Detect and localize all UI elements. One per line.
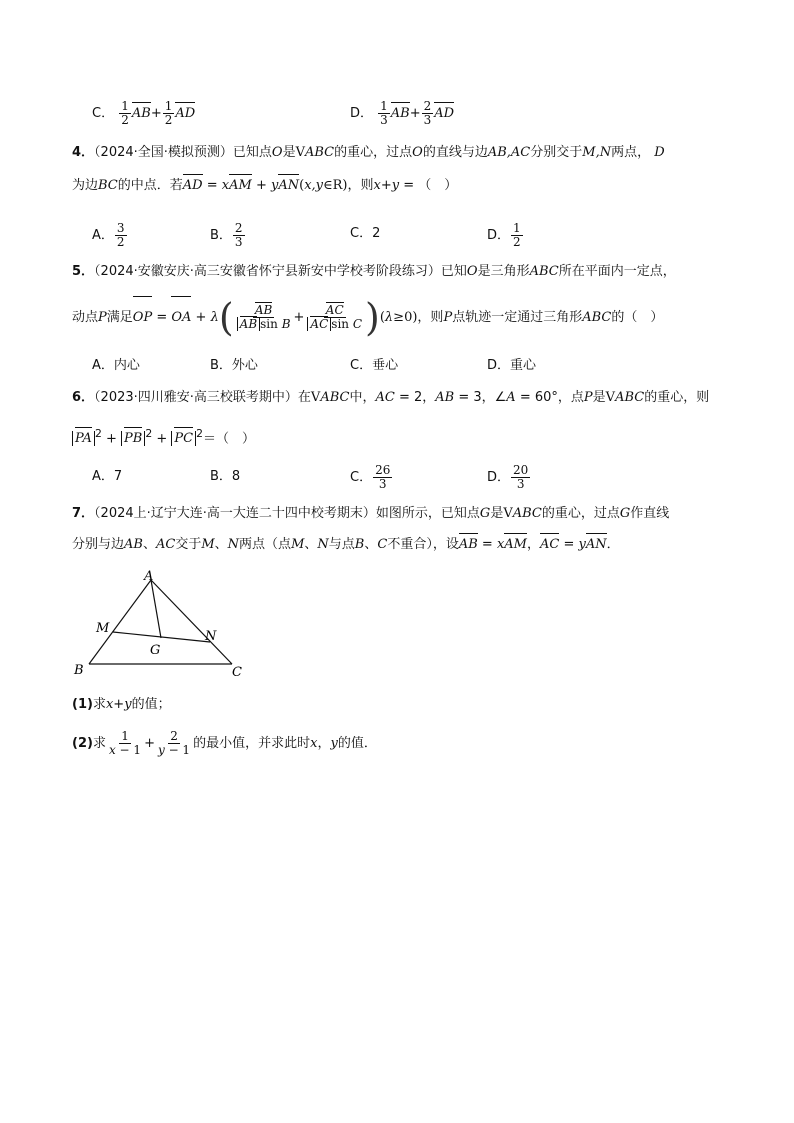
q3-option-d[interactable]: D． $\frac{1}{3}$ AB+ $\frac{2}{3}$ AD [350,99,455,127]
q7-part-1: (1)求x+y的值； [72,697,171,712]
q4-option-a[interactable]: A． $\frac{3}{2}$ [92,221,125,249]
q6-option-a[interactable]: A．7 [92,469,123,484]
q4-line-1: 4．（2024·全国·模拟预测）已知点O是VABC的重心，过点O的直线与边AB,AC分别交于M,N两点， D [72,145,665,160]
q6-option-c[interactable]: C． $\frac{26}{3}$ [350,463,391,491]
q7-line-1: 7．（2024上·辽宁大连·高一大连二十四中校考期末）如图所示，已知点G是VABC的重心，过点G作直线 [72,506,670,521]
q7-part-2: (2)求 $\frac{1}{x - 1}$ + $\frac{2}{y - 1}$ 的最小值，并求此时x，y的值． [72,729,377,757]
q3-option-c[interactable]: C． $\frac{1}{2}$ AB+ $\frac{1}{2}$ AD [92,99,196,127]
label-b: B [74,663,84,678]
q5-option-d[interactable]: D．重心 [487,358,537,373]
label-c: C [232,665,242,680]
q5-option-b[interactable]: B．外心 [210,358,258,373]
label-g: G [150,643,161,658]
q5-option-c[interactable]: C．垂心 [350,358,399,373]
q4-option-c[interactable]: C．2 [350,226,381,241]
q7-triangle-figure [72,566,252,684]
q5-option-a[interactable]: A．内心 [92,358,140,373]
q6-line-1: 6．（2023·四川雅安·高三校联考期中）在VABC中，AC = 2，AB = 3，∠A = 60°，点P是VABC的重心，则 [72,390,710,405]
q5-line-2: 动点P满足OP = OA + λ( $\frac{AB}{\text{AB sin B}}$ + $\frac{AC}{\text{AC sin C}}$ )(λ≥0)，则P点轨迹一定通过三角形ABC的（ ） [72,295,664,340]
q4-option-d[interactable]: D． $\frac{1}{2}$ [487,221,521,249]
edge-ac [151,580,232,664]
segment-mn [113,632,210,642]
q4-source: （2024·全国·模拟预测） [94,145,233,160]
q5-source: （2024·安徽安庆·高三安徽省怀宁县新安中学校考阶段练习） [94,264,441,279]
q6-source: （2023·四川雅安·高三校联考期中） [94,390,298,405]
q4-line-2: 为边BC的中点．若AD = xAM + yAN(x,y∈R)，则x+y = （ ） [72,176,457,196]
q4-option-b[interactable]: B． $\frac{2}{3}$ [210,221,243,249]
label-a: A [144,569,154,584]
q6-line-2: PA $^2$ + PB $^2$ + PC $^2$＝（ ） [72,424,255,449]
q6-option-b[interactable]: B．8 [210,469,241,484]
q5-line-1: 5．（2024·安徽安庆·高三安徽省怀宁县新安中学校考阶段练习）已知O是三角形ABC所在平面内一定点， [72,264,676,279]
label-m: M [96,621,110,636]
q7-line-2: 分别与边AB、AC交于M、N两点（点M、N与点B、C不重合），设AB = xAM，AC = yAN． [72,535,620,555]
label-n: N [205,629,217,644]
q7-source: （2024上·辽宁大连·高一大连二十四中校考期末） [94,506,376,521]
q6-option-d[interactable]: D． $\frac{20}{3}$ [487,463,529,491]
